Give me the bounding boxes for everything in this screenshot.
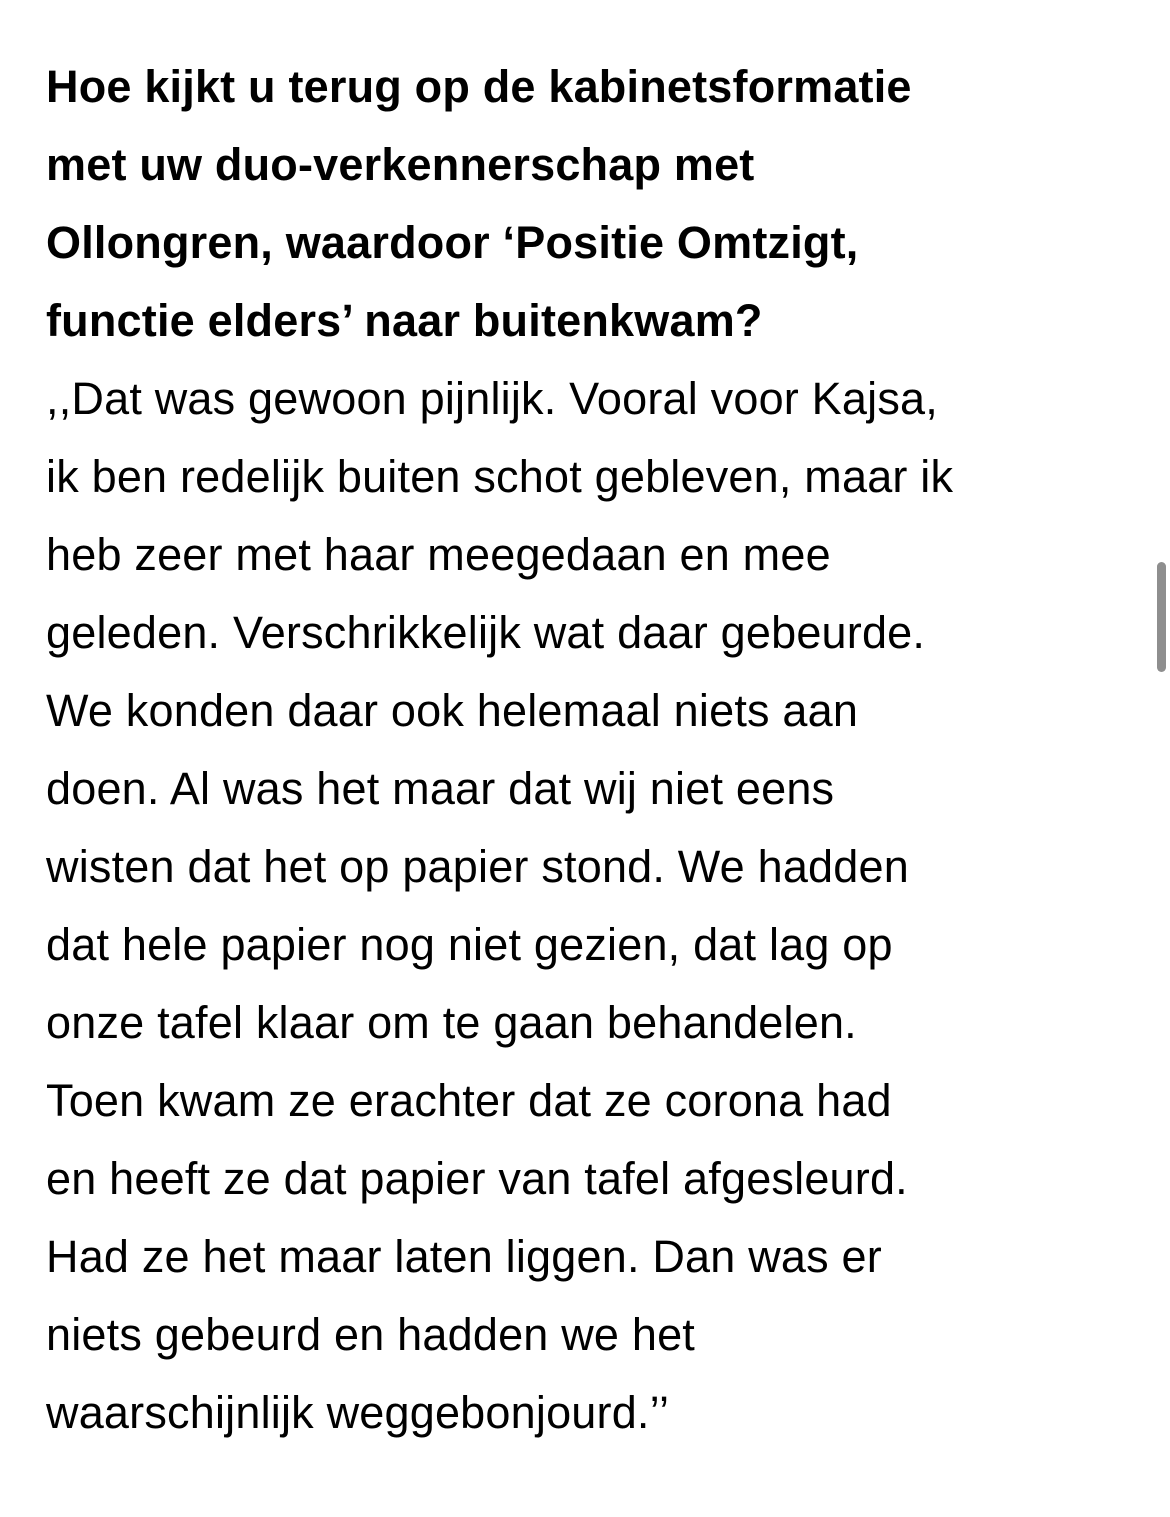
answer-line: onze tafel klaar om te gaan behandelen.: [46, 997, 857, 1048]
question-line: functie elders’ naar buitenkwam?: [46, 295, 763, 346]
interview-question: [46, 48, 1131, 360]
answer-line: waarschijnlijk weggebonjourd.’’: [46, 1387, 670, 1438]
interview-answer: [46, 360, 1131, 1452]
answer-line: geleden. Verschrikkelijk wat daar gebeurde.: [46, 607, 926, 658]
vertical-scrollbar[interactable]: [1150, 0, 1170, 1517]
answer-line: heb zeer met haar meegedaan en mee: [46, 529, 831, 580]
answer-line: Toen kwam ze erachter dat ze corona had: [46, 1075, 892, 1126]
answer-line: ,,Dat was gewoon pijnlijk. Vooral voor Kajsa,: [46, 373, 938, 424]
answer-line: We konden daar ook helemaal niets aan: [46, 685, 859, 736]
question-line: Hoe kijkt u terug op de kabinetsformatie: [46, 61, 912, 112]
scrollbar-thumb[interactable]: [1157, 562, 1166, 672]
question-line: Ollongren, waardoor ‘Positie Omtzigt,: [46, 217, 859, 268]
question-line: met uw duo-verkennerschap met: [46, 139, 755, 190]
answer-line: dat hele papier nog niet gezien, dat lag op: [46, 919, 893, 970]
answer-line: niets gebeurd en hadden we het: [46, 1309, 696, 1360]
article-body: [46, 48, 1131, 1452]
answer-line: ik ben redelijk buiten schot gebleven, maar ik: [46, 451, 954, 502]
answer-line: en heeft ze dat papier van tafel afgesleurd.: [46, 1153, 908, 1204]
answer-line: wisten dat het op papier stond. We hadden: [46, 841, 909, 892]
answer-line: Had ze het maar laten liggen. Dan was er: [46, 1231, 882, 1282]
answer-line: doen. Al was het maar dat wij niet eens: [46, 763, 835, 814]
